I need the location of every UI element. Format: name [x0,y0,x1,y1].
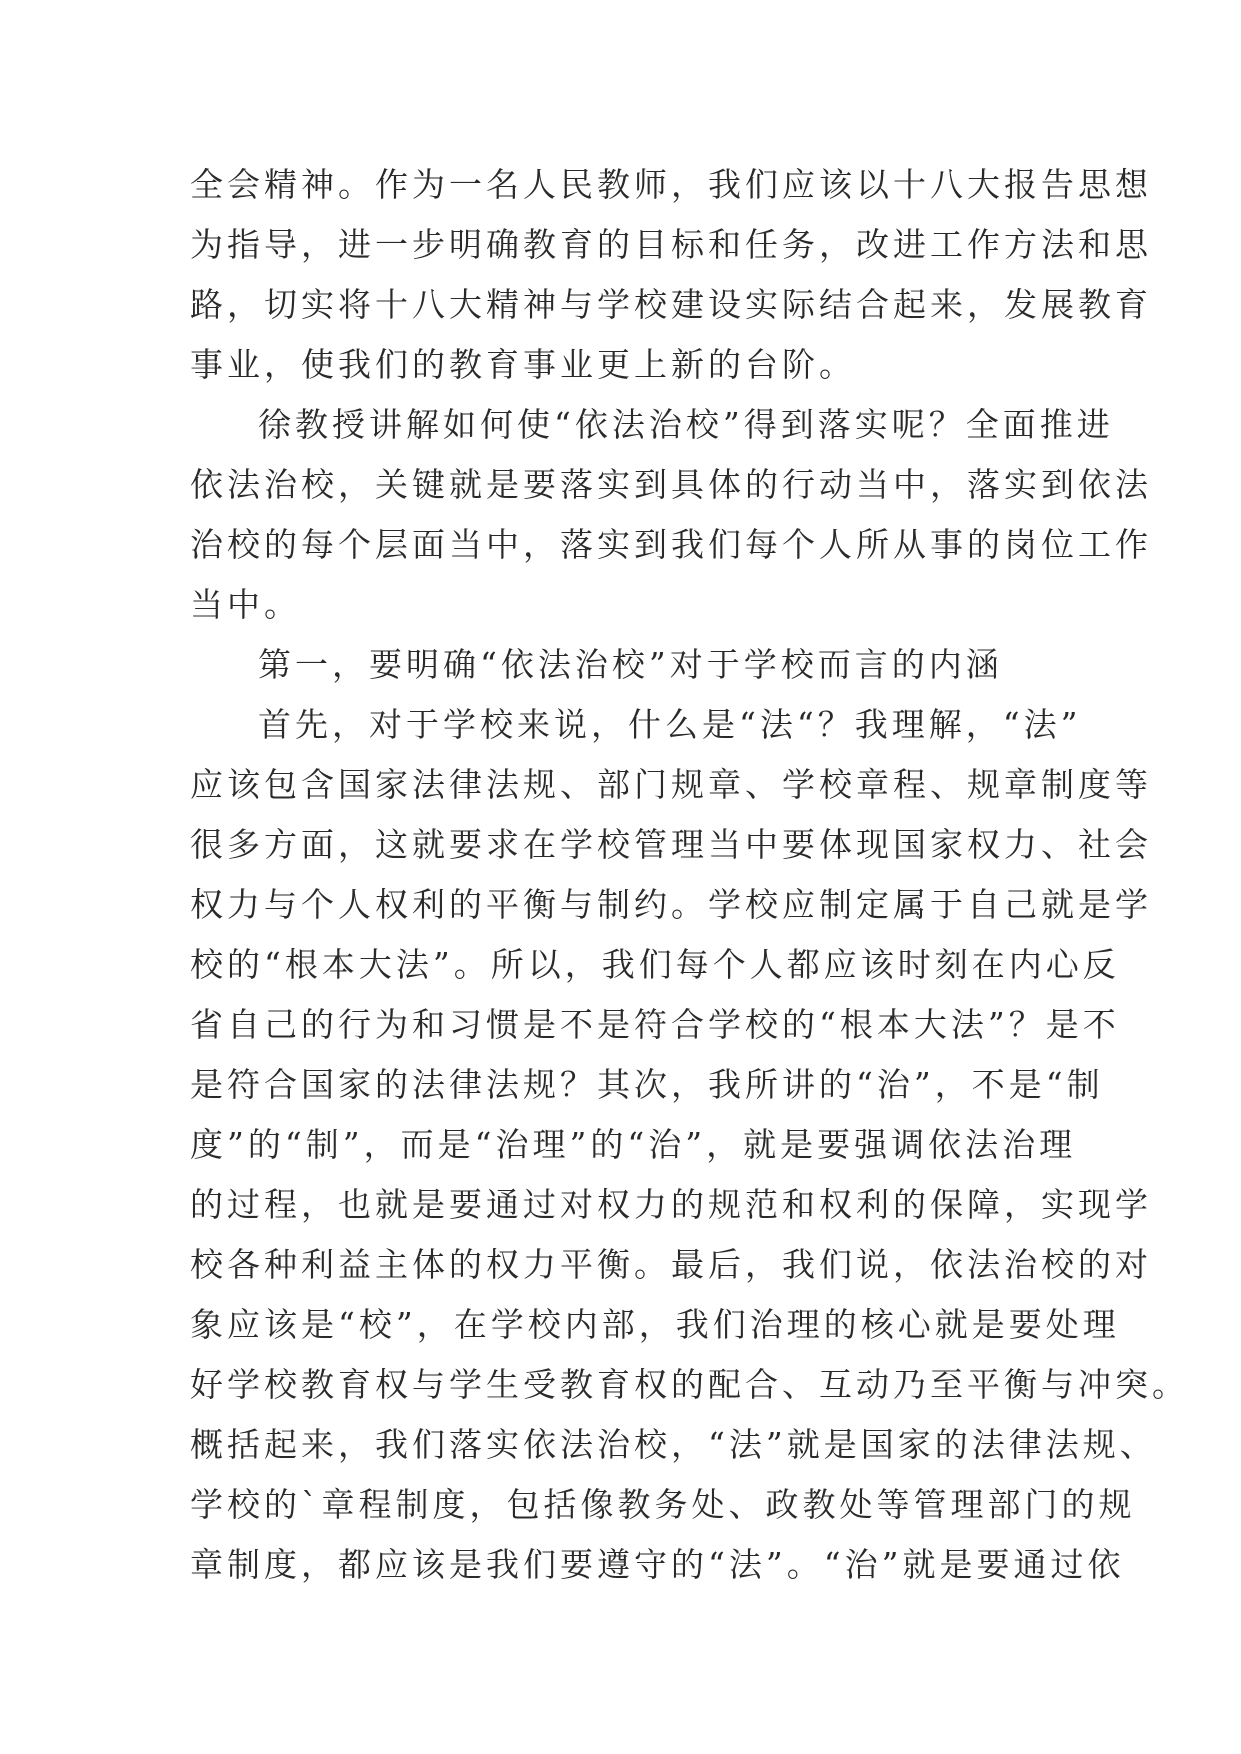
text-line: 为指导，进一步明确教育的目标和任务，改进工作方法和思 [190,225,1152,264]
text-line: 度”的“制”，而是“治理”的“治”，就是要强调依法治理 [190,1125,1077,1164]
text-line: 校的“根本大法”。所以，我们每个人都应该时刻在内心反 [190,945,1120,984]
text-line: 应该包含国家法律法规、部门规章、学校章程、规章制度等 [190,765,1152,804]
text-line: 学校的`章程制度，包括像教务处、政教处等管理部门的规 [190,1485,1136,1524]
text-line: 治校的每个层面当中，落实到我们每个人所从事的岗位工作 [190,525,1152,564]
text-line: 当中。 [190,585,301,624]
text-line: 权力与个人权利的平衡与制约。学校应制定属于自己就是学 [190,885,1152,924]
text-line: 事业，使我们的教育事业更上新的台阶。 [190,345,856,384]
paragraph-first-line: 徐教授讲解如何使“依法治校”得到落实呢？全面推进 [258,405,1114,444]
text-line: 章制度，都应该是我们要遵守的“法”。“治”就是要通过依 [190,1545,1125,1584]
text-line: 路，切实将十八大精神与学校建设实际结合起来，发展教育 [190,285,1152,324]
text-line: 全会精神。作为一名人民教师，我们应该以十八大报告思想 [190,165,1152,204]
text-line: 的过程，也就是要通过对权力的规范和权利的保障，实现学 [190,1185,1152,1224]
section-heading: 第一，要明确“依法治校”对于学校而言的内涵 [258,645,1003,684]
text-line: 象应该是“校”，在学校内部，我们治理的核心就是要处理 [190,1305,1120,1344]
text-line: 省自己的行为和习惯是不是符合学校的“根本大法”？是不 [190,1005,1120,1044]
paragraph-first-line: 首先，对于学校来说，什么是“法“？我理解，“法” [258,705,1082,744]
text-line: 概括起来，我们落实依法治校，“法”就是国家的法律法规、 [190,1425,1157,1464]
text-line: 好学校教育权与学生受教育权的配合、互动乃至平衡与冲突。 [190,1365,1189,1404]
text-line: 是符合国家的法律法规？其次，我所讲的“治”，不是“制 [190,1065,1104,1104]
text-line: 校各种利益主体的权力平衡。最后，我们说，依法治校的对 [190,1245,1152,1284]
text-line: 依法治校，关键就是要落实到具体的行动当中，落实到依法 [190,465,1152,504]
text-line: 很多方面，这就要求在学校管理当中要体现国家权力、社会 [190,825,1152,864]
document-body-text [190,155,1189,1595]
